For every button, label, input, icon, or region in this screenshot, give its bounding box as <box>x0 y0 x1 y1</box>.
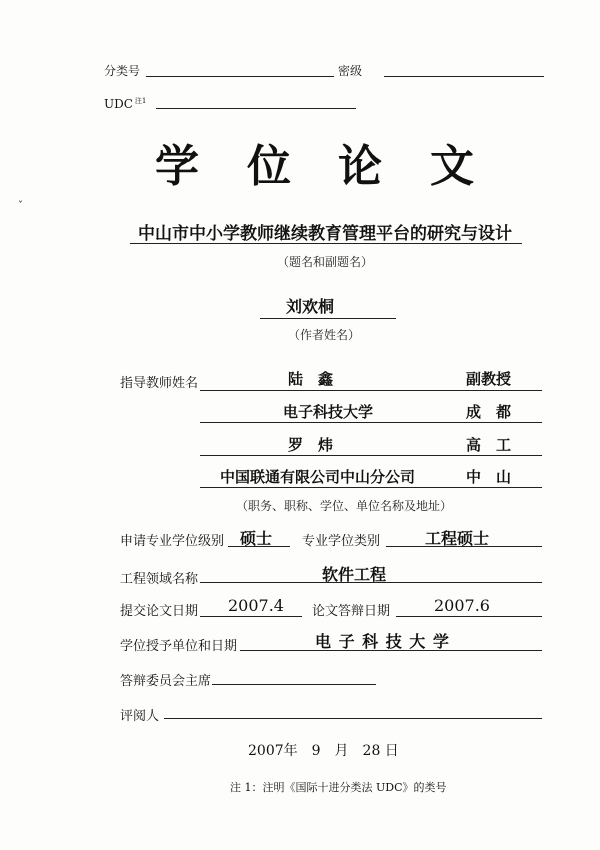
co-advisor-unit: 中国联通有限公司中山分公司 <box>220 468 416 486</box>
submit-date-line <box>200 616 302 617</box>
thesis-title: 中山市中小学教师继续教育管理平台的研究与设计 <box>138 224 512 244</box>
submit-date-label: 提交论文日期 <box>120 604 199 619</box>
grantor-label: 学位授予单位和日期 <box>120 639 238 654</box>
udc-text: UDC <box>104 97 133 111</box>
title-char-4: 文 <box>430 141 474 192</box>
title-char-2: 位 <box>247 141 291 192</box>
field-label: 工程领域名称 <box>120 572 199 587</box>
title-char-1: 学 <box>155 141 199 192</box>
udc-field <box>156 108 356 109</box>
advisor-hint: （职务、职称、学位、单位名称及地址） <box>236 499 453 513</box>
advisor-name: 陆 鑫 <box>288 370 334 388</box>
udc-label <box>104 96 146 111</box>
footnote: 注 1：注明《国际十进分类法 UDC》的类号 <box>230 781 447 794</box>
author-underline <box>260 318 396 319</box>
scan-mark: ˇ <box>18 201 23 212</box>
advisor-row-4-line <box>200 487 542 488</box>
co-advisor-title: 高 工 <box>466 436 512 454</box>
secret-level-label: 密级 <box>338 64 363 78</box>
advisor-title: 副教授 <box>466 370 512 388</box>
co-advisor-city: 中 山 <box>466 468 512 486</box>
title-hint: （题名和副题名） <box>277 255 374 269</box>
cover-date: 2007年 9 月 28 日 <box>248 743 399 759</box>
submit-date-value: 2007.4 <box>228 596 284 615</box>
reviewer-label: 评阅人 <box>120 709 160 724</box>
committee-chair-label: 答辩委员会主席 <box>120 674 212 689</box>
thesis-title-underline <box>130 243 522 244</box>
udc-note-mark: 注1 <box>134 97 147 105</box>
degree-level-value: 硕士 <box>240 529 273 548</box>
advisor-row-3-line <box>200 455 542 456</box>
author-hint: （作者姓名） <box>288 328 361 342</box>
secret-level-field <box>384 76 544 77</box>
advisor-unit: 电子科技大学 <box>283 403 374 421</box>
degree-level-label: 申请专业学位级别 <box>120 534 225 549</box>
author-name: 刘欢桐 <box>286 297 335 316</box>
defense-date-line <box>396 616 542 617</box>
advisor-label: 指导教师姓名 <box>120 376 199 391</box>
committee-chair-line <box>212 684 376 685</box>
classification-label: 分类号 <box>104 64 141 78</box>
degree-type-value: 工程硕士 <box>425 529 490 548</box>
co-advisor-name: 罗 炜 <box>288 436 334 454</box>
advisor-row-2-line <box>200 422 542 423</box>
grantor-value: 电 子 科 技 大 学 <box>315 632 450 651</box>
reviewer-line <box>164 718 542 719</box>
advisor-row-1-line <box>200 390 542 391</box>
defense-date-label: 论文答辩日期 <box>312 604 391 619</box>
classification-field <box>146 76 334 77</box>
defense-date-value: 2007.6 <box>434 596 490 615</box>
advisor-city: 成 都 <box>466 403 512 421</box>
degree-type-label: 专业学位类别 <box>302 534 381 549</box>
field-value: 软件工程 <box>322 565 387 584</box>
title-char-3: 论 <box>338 141 382 192</box>
